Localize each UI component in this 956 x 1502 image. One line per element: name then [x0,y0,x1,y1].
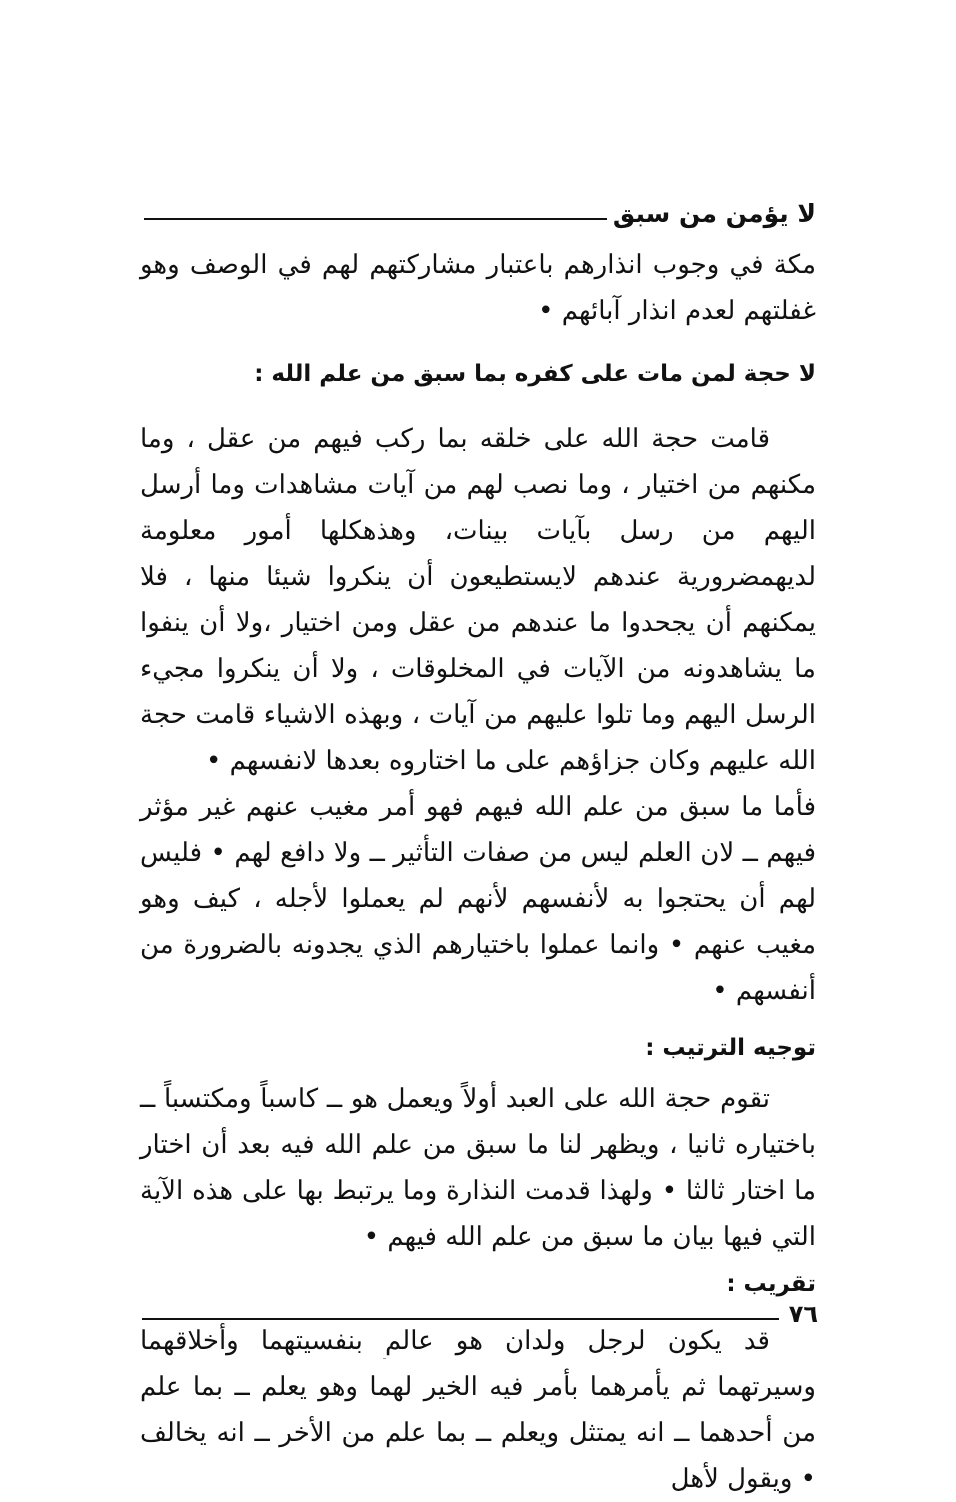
page-footer [142,1290,818,1326]
footer-rule [142,1318,779,1320]
scan-speck [383,1358,386,1359]
running-header [144,186,816,226]
paragraph-proof-established: قامت حجة الله على خلقه بما ركب فيهم من عقل ، وما مكنهم من اختيار ، وما نصب لهم من آيات مشاهدات وما أرسل اليهم من رسل بآيات بينات، وهذهكلها أمور معلومة لديهمضرورية عندهم لايستطيعون أن ينكروا شيئا منها ، فلا يمكنهم أن يجحدوا ما عندهم من عقل ومن اختيار ،ولا أن ينفوا ما يشاهدونه من الآيات في المخلوقات ، ولا أن ينكروا مجيء الرسل اليهم وما تلوا عليهم من آيات ، وبهذه الاشياء قامت حجة الله عليهم وكان جزاؤهم على ما اختاروه بعدها لانفسهم • [140,424,816,776]
header-rule [144,218,607,220]
paragraph-illustration: قد يكون لرجل ولدان هو عالم بنفسيتهما وأخلاقهما وسيرتهما ثم يأمرهما بأمر فيه الخير لهما وهو يعلم ــ بما علم من أحدهما ــ انه يمتثل ويعلم ــ بما علم من الأخر ــ انه يخالف • ويقول لأهل [140,1326,816,1494]
section-heading-no-argument: لا حجة لمن مات على كفره بما سبق من علم الله : [254,361,816,387]
section-heading-illustration: تقريب : [726,1271,816,1297]
paragraph-continuation: مكة في وجوب انذارهم باعتبار مشاركتهم لهم في الوصف وهو غفلتهم لعدم انذار آبائهم • [140,250,816,326]
paragraph-ordering: تقوم حجة الله على العبد أولاً ويعمل هو ــ كاسباً ومكتسباً ــ باختياره ثانيا ، ويظهر لنا ما سبق من علم الله فيه بعد أن اختار ما اختار ثالثا • ولهذا قدمت النذارة وما يرتبط بها على هذه الآية التي فيها بيان ما سبق من علم الله فيهم • [140,1084,816,1252]
section-heading-ordering: توجيه الترتيب : [645,1035,816,1061]
running-header-title: لا يؤمن من سبق [612,199,816,228]
page-number: ٧٦ [788,1300,818,1328]
paragraph-foreknowledge: فأما ما سبق من علم الله فيهم فهو أمر مغيب عنهم غير مؤثر فيهم ــ لان العلم ليس من صفات التأثير ــ ولا دافع لهم • فليس لهم أن يحتجوا به لأنفسهم لأنهم لم يعملوا لأجله ، كيف وهو مغيب عنهم • وانما عملوا باختيارهم الذي يجدونه بالضرورة من أنفسهم • [140,792,816,1006]
